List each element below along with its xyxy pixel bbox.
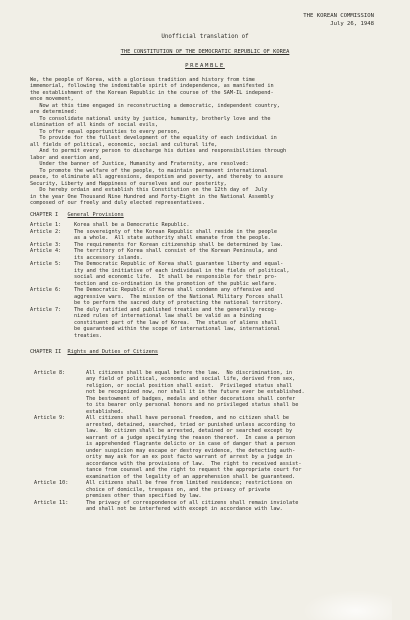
article-label: Article 3:: [30, 241, 62, 248]
article-text: [86, 415, 380, 480]
article-line: The territory of Korea shall consist of the Korean Peninsula, and: [74, 248, 278, 254]
chapter-label: CHAPTER I: [30, 211, 59, 218]
article-line: The requirements for Korean citizenship shall be determined by law.: [74, 241, 284, 248]
article-line: warrant of a judge specifying the reason thereof. In case a person: [86, 434, 296, 441]
preamble-line: are determined:: [30, 109, 77, 115]
article: [30, 480, 380, 500]
preamble-line: immemorial, following the indomitable spirit of independence, as manifested in: [30, 83, 274, 89]
article-line: The sovereignty of the Korean Republic shall reside in the people: [74, 228, 278, 235]
article-line: premises other than specified by law.: [86, 493, 202, 499]
preamble-line: peace, to eliminate all aggressions, despotism and poverty, and thereby to assure: [30, 174, 283, 180]
article-line: under suspicion may escape or destroy evidence, the detecting auth-: [86, 447, 296, 454]
chapter-label: CHAPTER II: [30, 349, 62, 355]
article-line: religion, or social position shall exist. Privileged status shall: [86, 382, 293, 389]
preamble-line: Under the banner of Justice, Humanity and Fraternity, are resolved:: [30, 161, 249, 167]
article-line: choice of domicile, trespass on, and the privacy of private: [86, 486, 271, 493]
article: [30, 500, 380, 513]
article-line: as a whole. All state authority shall emanate from the people.: [74, 235, 271, 241]
header-block: [30, 12, 380, 28]
article-line: not be recognized now, nor shall it in the future ever be established.: [86, 389, 305, 395]
article-label: Article 8:: [34, 369, 66, 376]
preamble-line: To provide for the fullest development of the equality of each individual in: [30, 135, 277, 141]
article-text: [86, 480, 380, 500]
article-text: [86, 370, 380, 416]
article-line: constituent part of the law of Korea. The status of aliens shall: [74, 319, 278, 326]
article-line: The bestowment of badges, medals and other decorations shall confer: [86, 395, 296, 402]
article-line: be guaranteed within the scope of international law, international: [74, 326, 281, 332]
article: [30, 229, 380, 242]
preamble-line: To offer equal opportunities to every person,: [30, 128, 180, 135]
preamble-line: And to permit every person to discharge his duties and responsibilities through: [30, 148, 287, 154]
document-date: July 26, 1948: [330, 21, 374, 27]
article-label: Article 7:: [30, 306, 62, 313]
preamble-line: Do hereby ordain and establish this Constitution on the 12th day of July: [30, 187, 268, 193]
chapter-2-articles: [30, 370, 380, 513]
article-label: Article 5:: [30, 261, 62, 267]
article: [30, 287, 380, 307]
article-line: law. No citizen shall be arrested, detained or searched except by: [86, 428, 293, 434]
preamble-line: To promote the welfare of the people, to maintain permanent international: [30, 167, 268, 174]
preamble-line: We, the people of Korea, with a glorious tradition and history from time: [30, 76, 255, 83]
preamble-line: ence movement,: [30, 96, 74, 102]
article: [30, 415, 380, 480]
preamble-line: in the year One Thousand Nine Hundred and Forty-Eight in the National Assembly: [30, 193, 274, 200]
article-label: Article 9:: [34, 415, 66, 421]
article-line: tance from counsel and the right to request the appropriate court for: [86, 467, 302, 473]
article-line: aggressive wars. The mission of the National Military Forces shall: [74, 293, 284, 300]
preamble-line: To consolidate national unity by justice, humanity, brotherly love and the: [30, 115, 271, 122]
article-text: [74, 261, 380, 287]
article-line: treaties.: [74, 332, 103, 339]
article-line: The privacy of correspondence of all citizens shall remain inviolate: [86, 499, 299, 506]
commission-name: THE KOREAN COMMISSION: [303, 13, 374, 19]
article-line: nized rules of international law shall be valid as a binding: [74, 313, 262, 319]
article-line: is apprehended flagrante delicto or in case of danger that a person: [86, 441, 296, 447]
article-text: [74, 307, 380, 340]
article-line: The duly ratified and published treaties and the generally recog-: [74, 306, 278, 313]
preamble-line: Security, Liberty and Happiness of ourselves and our posterity,: [30, 180, 227, 187]
article-label: Article 10:: [34, 480, 69, 486]
article-line: Korea shall be a Democratic Republic.: [74, 222, 190, 228]
article-text: [74, 287, 380, 307]
article: [30, 261, 380, 287]
translation-note: Unofficial translation of: [161, 34, 249, 40]
article-line: All citizens shall be equal before the law. No discrimination, in: [86, 369, 293, 376]
article-line: its accessory islands.: [74, 254, 143, 261]
article-line: accordance with the provisions of law. The right to received assist-: [86, 460, 302, 467]
preamble-line: composed of our freely and duly elected representatives.: [30, 200, 205, 206]
article-line: The Democratic Republic of Korea shall condemn any offensive and: [74, 287, 274, 293]
preamble-line: the establishment of the Korean Republic in the course of the SAM-IL independ-: [30, 89, 274, 96]
chapter-1-articles: [30, 222, 380, 339]
article-line: ity and the initiative of each individual in the fields of political,: [74, 267, 290, 274]
preamble-line: elimination of all kinds of social evils,: [30, 122, 159, 128]
paper-stain: [302, 590, 392, 620]
article-line: tection and co-ordination in the promotion of the public welfare.: [74, 280, 278, 287]
article-label: Article 1:: [30, 222, 62, 228]
chapter-title: Rights and Duties of Citizens: [67, 349, 159, 355]
article-label: Article 2:: [30, 228, 62, 235]
article-line: any field of political, economic and social life, derived from sex,: [86, 376, 296, 382]
article-line: to its bearer only personal honors and no privileged status shall be: [86, 402, 299, 408]
article-line: All citizens shall have personal freedom, and no citizen shall be: [86, 415, 290, 421]
article: [30, 307, 380, 340]
chapter-title: General Provisions: [67, 211, 124, 218]
preamble-line: labor and exertion and,: [30, 154, 102, 161]
article-line: All citizens shall be free from limited residence; restrictions on: [86, 480, 293, 486]
article-line: arrested, detained, searched, tried or punished unless according to: [86, 421, 296, 428]
article-line: ority may ask for an ex post facto warrant of arrest by a judge in: [86, 454, 293, 460]
article-text: [74, 248, 380, 261]
article-label: Article 11:: [34, 499, 69, 506]
article: [30, 248, 380, 261]
article-label: Article 4:: [30, 248, 62, 254]
preamble-heading: PREAMBLE: [185, 63, 225, 69]
article-line: established.: [86, 408, 124, 415]
article-text: [86, 500, 380, 513]
preamble-line: all fields of political, economic, social and cultural life,: [30, 141, 218, 148]
article-label: Article 6:: [30, 287, 62, 293]
preamble-line: Now at this time engaged in reconstructing a democratic, independent country,: [30, 102, 280, 109]
document-title: THE CONSTITUTION OF THE DEMOCRATIC REPUBLIC OF KOREA: [120, 48, 290, 55]
preamble-text: [30, 77, 380, 207]
article-line: be to perform the sacred duty of protecting the national territory.: [74, 300, 284, 306]
article: [30, 370, 380, 416]
article-line: The Democratic Republic of Korea shall guarantee liberty and equal-: [74, 261, 284, 267]
article-line: examination of the legality of an apprehension shall be guaranteed.: [86, 473, 296, 480]
article-line: social and economic life. It shall be responsible for their pro-: [74, 274, 278, 280]
article-text: [74, 229, 380, 242]
article-line: and shall not be interfered with except in accordance with law.: [86, 506, 283, 512]
